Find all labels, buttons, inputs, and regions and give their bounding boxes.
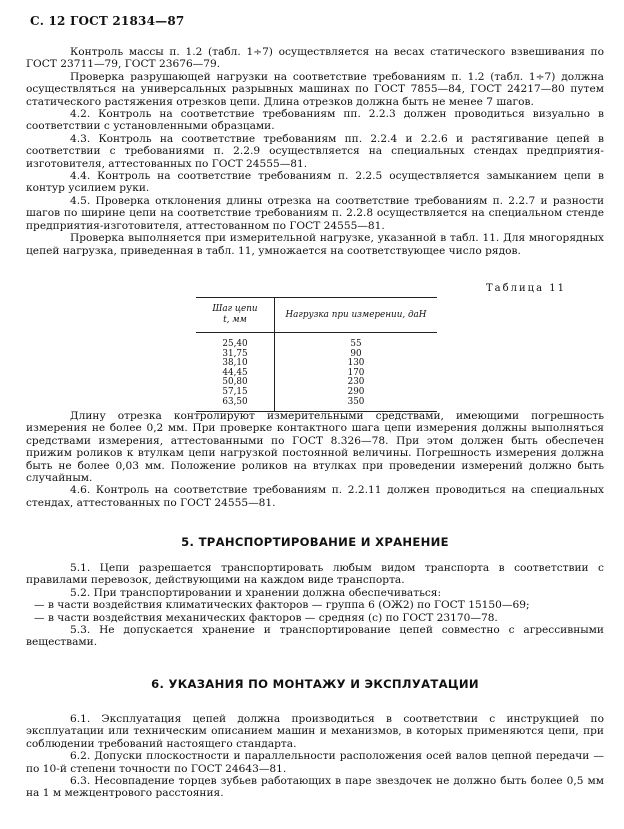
load-table: [196, 297, 437, 412]
paragraph-6-1: 6.1. Эксплуатация цепей должна производиться в соответствии с инструкцией по эксплуатации или техническим описанием машин и механизмов, в которых применяются цепи, при соблюдении требований настоящего стандарта.: [26, 713, 604, 750]
section5-title: 5. ТРАНСПОРТИРОВАНИЕ И ХРАНЕНИЕ: [181, 535, 449, 549]
section5-heading-wrap: [26, 535, 604, 549]
paragraph-5-1: 5.1. Цепи разрешается транспортировать любым видом транспорта в соответствии с правилами перевозок, действующими на каждом виде транспорта.: [26, 562, 604, 587]
table-header-step-line1: Шаг цепи: [212, 304, 258, 314]
table-cell-load: 350: [275, 398, 438, 412]
paragraph-5-3: 5.3. Не допускается хранение и транспортирование цепей совместно с агрессивными веществами.: [26, 624, 604, 649]
table-cell-step: 63,50: [196, 398, 275, 412]
paragraph-check-load: Проверка выполняется при измерительной нагрузке, указанной в табл. 11. Для многорядных цепей нагрузка, приведенная в табл. 11, умножается на соответствующее число рядов.: [26, 232, 604, 257]
table-cell-load: 55: [350, 339, 362, 349]
paragraph-6-2: 6.2. Допуски плоскостности и параллельности расположения осей валов цепной передачи — по 10-й степени точности по ГОСТ 24643—81.: [26, 750, 604, 775]
section6-title: 6. УКАЗАНИЯ ПО МОНТАЖУ И ЭКСПЛУАТАЦИИ: [151, 677, 479, 691]
paragraph-6-3: 6.3. Несовпадение торцев зубьев работающих в паре звездочек не должно быть более 0,5 мм на 1 м межцентрового расстояния.: [26, 775, 604, 800]
table-header-row: [196, 298, 437, 333]
paragraph-4-6: 4.6. Контроль на соответствие требованиям п. 2.2.11 должен проводиться на специальных стендах, аттестованных по ГОСТ 24555—81.: [26, 484, 604, 509]
table-caption: Таблица 11: [486, 283, 566, 294]
page-header: С. 12 ГОСТ 21834—87: [30, 14, 185, 28]
table-cell-step: 44,45: [196, 369, 275, 379]
table-cell-load: 90: [350, 348, 362, 359]
paragraph-mass-control: Контроль массы п. 1.2 (табл. 1÷7) осуществляется на весах статического взвешивания по ГОСТ 23711—79, ГОСТ 23676—79.: [26, 46, 604, 71]
table-header-step-line2: t, мм: [223, 315, 247, 325]
table-row: [196, 333, 437, 350]
list-item-mechanical: — в части воздействия механических факторов — средняя (с) по ГОСТ 23170—78.: [34, 611, 498, 624]
table-cell-load: 290: [347, 386, 365, 397]
table-header-load: Нагрузка при измерении, даН: [275, 298, 438, 333]
table-cell-step: 50,80: [196, 378, 275, 388]
paragraph-4-4: 4.4. Контроль на соответствие требованиям п. 2.2.5 осуществляется замыканием цепи в контур усилием руки.: [26, 170, 604, 195]
list-item-climatic: — в части воздействия климатических факторов — группа 6 (ОЖ2) по ГОСТ 15150—69;: [34, 599, 530, 612]
table-cell-load: 170: [347, 367, 365, 378]
section6-heading-wrap: [26, 677, 604, 691]
measurement-body: [26, 410, 604, 509]
table-cell-step: 57,15: [196, 388, 275, 398]
section6-body: [26, 713, 604, 800]
table-cell-load: 230: [347, 377, 365, 388]
paragraph-4-3: 4.3. Контроль на соответствие требованиям пп. 2.2.4 и 2.2.6 и растягивание цепей в соответствии с требованиями п. 2.2.9 осуществляется на специальных стендах предприятия-изготовителя, аттестованных по ГОСТ 24555—81.: [26, 132, 604, 170]
table-cell-step: 25,40: [196, 333, 275, 350]
table-cell-load: 130: [347, 358, 365, 369]
table-cell-step: 38,10: [196, 359, 275, 369]
paragraph-breaking-load: Проверка разрушающей нагрузки на соответствие требованиям п. 1.2 (табл. 1÷7) должна осуществляться на универсальных разрывных машинах по ГОСТ 7855—84, ГОСТ 24217—80 путем статического растяжения отрезков цепи. Длина отрезков должна быть не менее 7 шагов.: [26, 70, 604, 108]
table-header-step: [196, 298, 275, 333]
paragraph-4-5: 4.5. Проверка отклонения длины отрезка на соответствие требованиям п. 2.2.7 и разности шагов по ширине цепи на соответствие требованиям п. 2.2.8 осуществляется на специальном стенде предприятия-изготовителя, аттестованном по ГОСТ 24555—81.: [26, 194, 604, 232]
section5-body: [26, 562, 604, 649]
paragraph-5-2: 5.2. При транспортировании и хранении должна обеспечиваться:: [70, 586, 442, 599]
table-cell-step: 31,75: [196, 350, 275, 360]
section4-body: [26, 46, 604, 257]
paragraph-length-measurement: Длину отрезка контролируют измерительными средствами, имеющими погрешность измерения не более 0,2 мм. При проверке контактного шага цепи измерения должны выполняться средствами измерения, аттестованными по ГОСТ 8.326—78. При этом должен быть обеспечен прижим роликов к втулкам цепи нагрузкой постоянной величины. Погрешность измерения должна быть не более 0,03 мм. Положение роликов на втулках при проведении измерений должно быть случайным.: [26, 410, 604, 485]
paragraph-4-2: 4.2. Контроль на соответствие требованиям пп. 2.2.3 должен проводиться визуально в соответствии с установленными образцами.: [26, 108, 604, 133]
